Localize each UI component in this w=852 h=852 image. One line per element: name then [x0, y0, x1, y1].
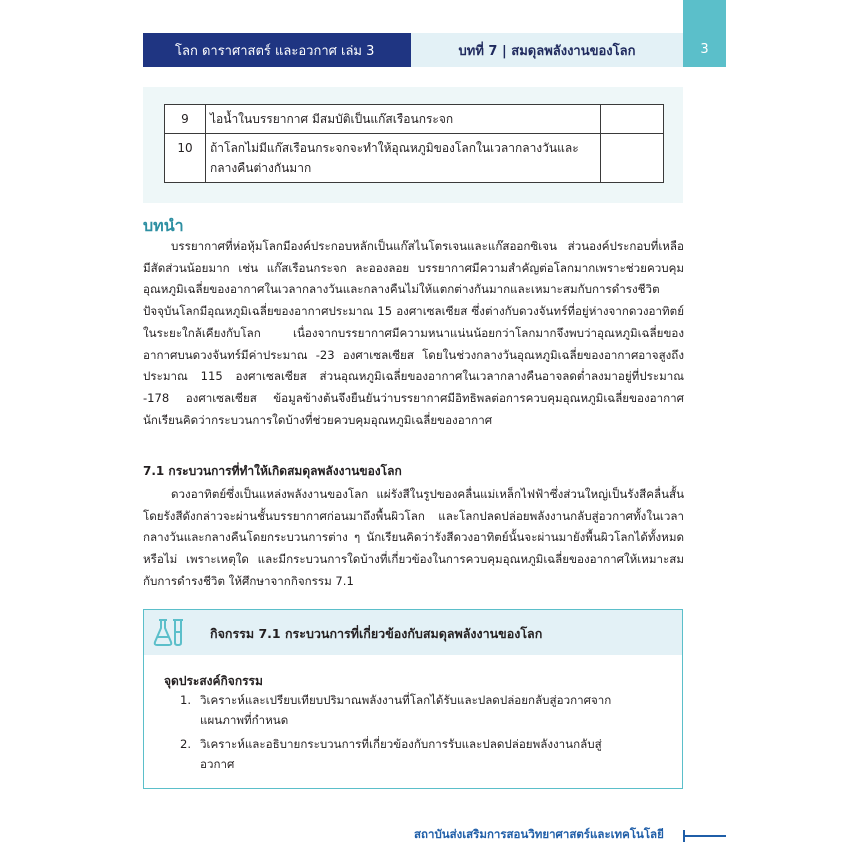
activity-box — [143, 609, 683, 789]
publisher-footer: สถาบันส่งเสริมการสอนวิทยาศาสตร์และเทคโนโลยี — [414, 827, 664, 841]
intro-text: บรรยากาศที่ห่อหุ้มโลกมีองค์ประกอบหลักเป็นแก๊สไนโตรเจนและแก๊สออกซิเจน ส่วนองค์ประกอบที่เหลือมีสัดส่วนน้อยมาก เช่น แก๊สเรือนกระจก ละอองลอย บรรยากาศมีความสำคัญต่อโลกมากเพราะช่วยควบคุมอุณหภูมิเฉลี่ยของอากาศในเวลากลางวันและกลางคืนไม่ให้แตกต่างกันมากและเหมาะสมกับการดำรงชีวิต ปัจจุบันโลกมีอุณหภูมิเฉลี่ยของอากาศประมาณ 15 องศาเซลเซียส ซึ่งต่างกับดวงจันทร์ที่อยู่ห่างจากดวงอาทิตย์ในระยะใกล้เคียงกับโลก เนื่องจากบรรยากาศมีความหนาแน่นน้อยกว่าโลกมากจึงพบว่าอุณหภูมิเฉลี่ยของอากาศบนดวงจันทร์มีค่าประมาณ -23 องศาเซลเซียส โดยในช่วงกลางวันอุณหภูมิเฉลี่ยของอากาศอาจสูงถึงประมาณ 115 องศาเซลเซียส ส่วนอุณหภูมิเฉลี่ยของอากาศในเวลากลางคืนอาจลดต่ำลงมาอยู่ที่ประมาณ -178 องศาเซลเซียส ข้อมูลข้างต้นจึงยืนยันว่าบรรยากาศมีอิทธิพลต่อการควบคุมอุณหภูมิเฉลี่ยของอากาศ นักเรียนคิดว่ากระบวนการใดบ้างที่ช่วยควบคุมอุณหภูมิเฉลี่ยของอากาศ — [143, 239, 684, 427]
flask-beaker-icon — [152, 616, 186, 648]
section-heading: 7.1 กระบวนการที่ทำให้เกิดสมดุลพลังงานของโลก — [143, 464, 402, 478]
activity-header — [144, 610, 682, 655]
intro-heading: บทนำ — [143, 216, 184, 235]
table-row — [165, 134, 664, 183]
question-table — [164, 104, 664, 183]
row-statement: ถ้าโลกไม่มีแก๊สเรือนกระจกจะทำให้อุณหภูมิของโลกในเวลากลางวันและกลางคืนต่างกันมาก — [206, 134, 601, 183]
footer-line — [684, 835, 726, 837]
list-item — [180, 734, 620, 774]
list-item — [180, 690, 620, 730]
page-number: 3 — [700, 42, 709, 57]
section-paragraph — [143, 484, 684, 593]
row-number: 10 — [165, 134, 206, 183]
objectives-heading: จุดประสงค์กิจกรรม — [164, 674, 263, 688]
book-title: โลก ดาราศาสตร์ และอวกาศ เล่ม 3 — [143, 33, 411, 67]
answer-cell[interactable] — [601, 105, 664, 134]
table-row — [165, 105, 664, 134]
section-text: ดวงอาทิตย์ซึ่งเป็นแหล่งพลังงานของโลก แผ่รังสีในรูปของคลื่นแม่เหล็กไฟฟ้าซึ่งส่วนใหญ่เป็นรังสีคลื่นสั้น โดยรังสีดังกล่าวจะผ่านชั้นบรรยากาศก่อนมาถึงพื้นผิวโลก และโลกปลดปล่อยพลังงานกลับสู่อวกาศทั้งในเวลากลางวันและกลางคืนโดยกระบวนการต่าง ๆ นักเรียนคิดว่ารังสีดวงอาทิตย์นั้นจะผ่านมายังพื้นผิวโลกได้ทั้งหมดหรือไม่ เพราะเหตุใด และมีกระบวนการใดบ้างที่เกี่ยวข้องในการควบคุมอุณหภูมิเฉลี่ยของอากาศให้เหมาะสมกับการดำรงชีวิต ให้ศึกษาจากกิจกรรม 7.1 — [143, 487, 684, 588]
list-item-number: 2. — [180, 737, 192, 751]
row-number: 9 — [165, 105, 206, 134]
answer-cell[interactable] — [601, 134, 664, 183]
activity-title: กิจกรรม 7.1 กระบวนการที่เกี่ยวข้องกับสมดุลพลังงานของโลก — [210, 626, 543, 641]
list-item-text: วิเคราะห์และอธิบายกระบวนการที่เกี่ยวข้องกับการรับและปลดปล่อยพลังงานกลับสู่อวกาศ — [200, 737, 602, 771]
list-item-number: 1. — [180, 693, 192, 707]
chapter-title: บทที่ 7 | สมดุลพลังงานของโลก — [411, 33, 683, 67]
list-item-text: วิเคราะห์และเปรียบเทียบปริมาณพลังงานที่โลกได้รับและปลดปล่อยกลับสู่อวกาศจากแผนภาพที่กำหนด — [200, 693, 612, 727]
objectives-list — [180, 690, 620, 778]
intro-paragraph — [143, 236, 684, 431]
row-statement: ไอน้ำในบรรยากาศ มีสมบัติเป็นแก๊สเรือนกระจก — [206, 105, 601, 134]
